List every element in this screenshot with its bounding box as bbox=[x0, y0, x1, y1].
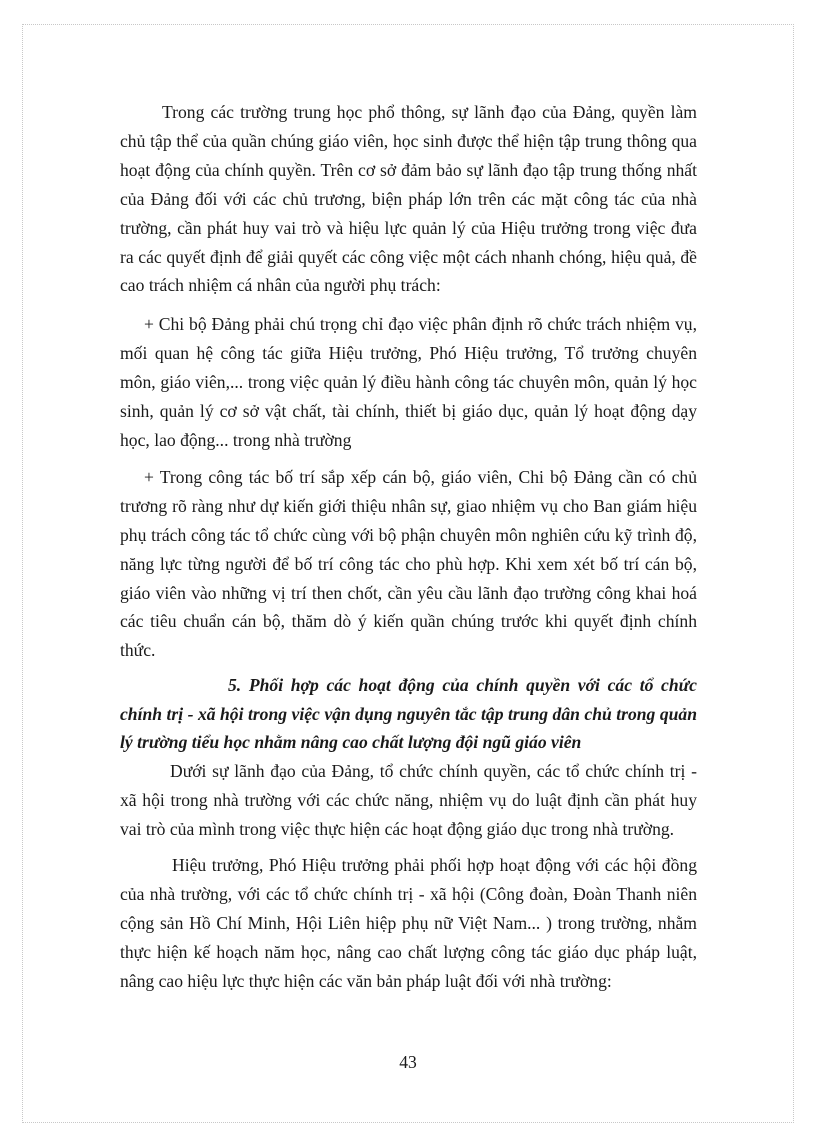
page-number: 43 bbox=[399, 1052, 417, 1072]
bullet-item-1: + Chi bộ Đảng phải chú trọng chỉ đạo việc phân định rõ chức trách nhiệm vụ, mối quan hệ công tác giữa Hiệu trưởng, Phó Hiệu trưởng, Tổ trưởng chuyên môn, giáo viên,... trong việc quản lý điều hành công tác chuyên môn, quản lý học sinh, quản lý cơ sở vật chất, tài chính, thiết bị giáo dục, quản lý hoạt động dạy học, lao động... trong nhà trường bbox=[120, 314, 697, 450]
page-border-right bbox=[793, 24, 794, 1123]
document-body bbox=[120, 98, 697, 996]
bullet-item-2: + Trong công tác bố trí sắp xếp cán bộ, giáo viên, Chi bộ Đảng cần có chủ trương rõ ràng như dự kiến giới thiệu nhân sự, giao nhiệm vụ cho Ban giám hiệu phụ trách công tác tổ chức cùng với bộ phận chuyên môn nghiên cứu kỹ trình độ, năng lực từng người để bố trí công tác cho phù hợp. Khi xem xét bố trí cán bộ, giáo viên vào những vị trí then chốt, cần yêu cầu lãnh đạo trường công khai hoá các tiêu chuẩn cán bộ, thăm dò ý kiến quần chúng trước khi quyết định chính thức. bbox=[120, 466, 697, 661]
section-heading: 5. Phối hợp các hoạt động của chính quyền với các tổ chức chính trị - xã hội trong việc vận dụng nguyên tắc tập trung dân chủ trong quản lý trường tiểu học nhằm nâng cao chất lượng đội ngũ giáo viên bbox=[120, 675, 697, 753]
paragraph-leadership: Dưới sự lãnh đạo của Đảng, tổ chức chính quyền, các tổ chức chính trị - xã hội trong nhà trường với các chức năng, nhiệm vụ do luật định cần phát huy vai trò của mình trong việc thực hiện các hoạt động giáo dục trong nhà trường. bbox=[120, 760, 697, 839]
page-border-left bbox=[22, 24, 23, 1123]
paragraph-coordination: Hiệu trưởng, Phó Hiệu trưởng phải phối hợp hoạt động với các hội đồng của nhà trường, với các tổ chức chính trị - xã hội (Công đoàn, Đoàn Thanh niên cộng sản Hồ Chí Minh, Hội Liên hiệp phụ nữ Việt Nam... ) trong trường, nhằm thực hiện kế hoạch năm học, nâng cao chất lượng công tác giáo dục pháp luật, nâng cao hiệu lực thực hiện các văn bản pháp luật đối với nhà trường: bbox=[120, 855, 697, 992]
paragraph-intro: Trong các trường trung học phổ thông, sự lãnh đạo của Đảng, quyền làm chủ tập thể của quần chúng giáo viên, học sinh được thể hiện tập trung thông qua hoạt động của chính quyền. Trên cơ sở đảm bảo sự lãnh đạo tập trung thống nhất của Đảng đối với các chủ trương, biện pháp lớn trên các mặt công tác của nhà trường, cần phát huy vai trò và hiệu lực quản lý của Hiệu trưởng trong việc đưa ra các quyết định để giải quyết các công việc một cách nhanh chóng, hiệu quả, đề cao trách nhiệm cá nhân của người phụ trách: bbox=[120, 102, 697, 296]
page-border-top bbox=[22, 24, 794, 25]
